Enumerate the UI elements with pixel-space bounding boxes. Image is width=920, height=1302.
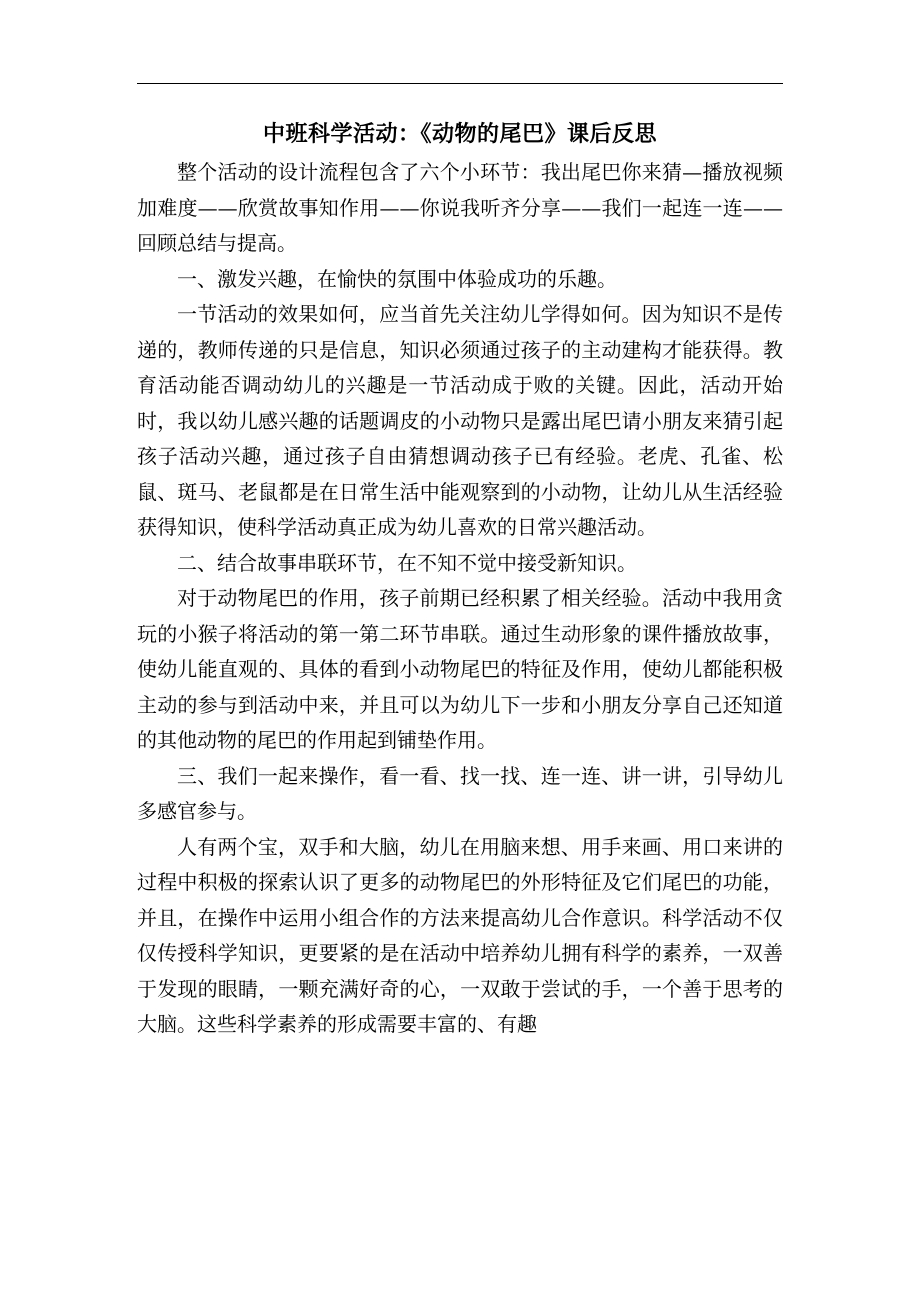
section-paragraph-2: 对于动物尾巴的作用，孩子前期已经积累了相关经验。活动中我用贪玩的小猴子将活动的第一第二环节串联。通过生动形象的课件播放故事，使幼儿能直观的、具体的看到小动物尾巴的特征及作用，使幼儿都能积极主动的参与到活动中来，并且可以为幼儿下一步和小朋友分享自己还知道的其他动物的尾巴的作用起到铺垫作用。 bbox=[137, 586, 783, 752]
section-paragraph-3: 人有两个宝，双手和大脑，幼儿在用脑来想、用手来画、用口来讲的过程中积极的探索认识了更多的动物尾巴的外形特征及它们尾巴的功能，并且，在操作中运用小组合作的方法来提高幼儿合作意识。科学活动不仅仅传授科学知识，更要紧的是在活动中培养幼儿拥有科学的素养，一双善于发现的眼睛，一颗充满好奇的心，一双敢于尝试的手，一个善于思考的大脑。这些科学素养的形成需要丰富的、有趣 bbox=[137, 834, 783, 1036]
section-heading-3: 三、我们一起来操作，看一看、找一找、连一连、讲一讲，引导幼儿多感官参与。 bbox=[137, 763, 783, 823]
page-title: 中班科学活动：《动物的尾巴》课后反思 bbox=[262, 121, 657, 147]
section-paragraph-1: 一节活动的效果如何，应当首先关注幼儿学得如何。因为知识不是传递的，教师传递的只是信息，知识必须通过孩子的主动建构才能获得。教育活动能否调动幼儿的兴趣是一节活动成于败的关键。因此，活动开始时，我以幼儿感兴趣的话题调皮的小动物只是露出尾巴请小朋友来猜引起孩子活动兴趣，通过孩子自由猜想调动孩子已有经验。老虎、孔雀、松鼠、斑马、老鼠都是在日常生活中能观察到的小动物，让幼儿从生活经验获得知识，使科学活动真正成为幼儿喜欢的日常兴趣活动。 bbox=[137, 302, 783, 539]
section-heading-1: 一、激发兴趣，在愉快的氛围中体验成功的乐趣。 bbox=[177, 266, 617, 291]
document-body bbox=[137, 155, 783, 1043]
header-rule bbox=[137, 83, 783, 84]
section-heading-2: 二、结合故事串联环节，在不知不觉中接受新知识。 bbox=[177, 550, 637, 575]
intro-paragraph: 整个活动的设计流程包含了六个小环节：我出尾巴你来猜—播放视频加难度——欣赏故事知作用——你说我听齐分享——我们一起连一连——回顾总结与提高。 bbox=[137, 160, 783, 255]
